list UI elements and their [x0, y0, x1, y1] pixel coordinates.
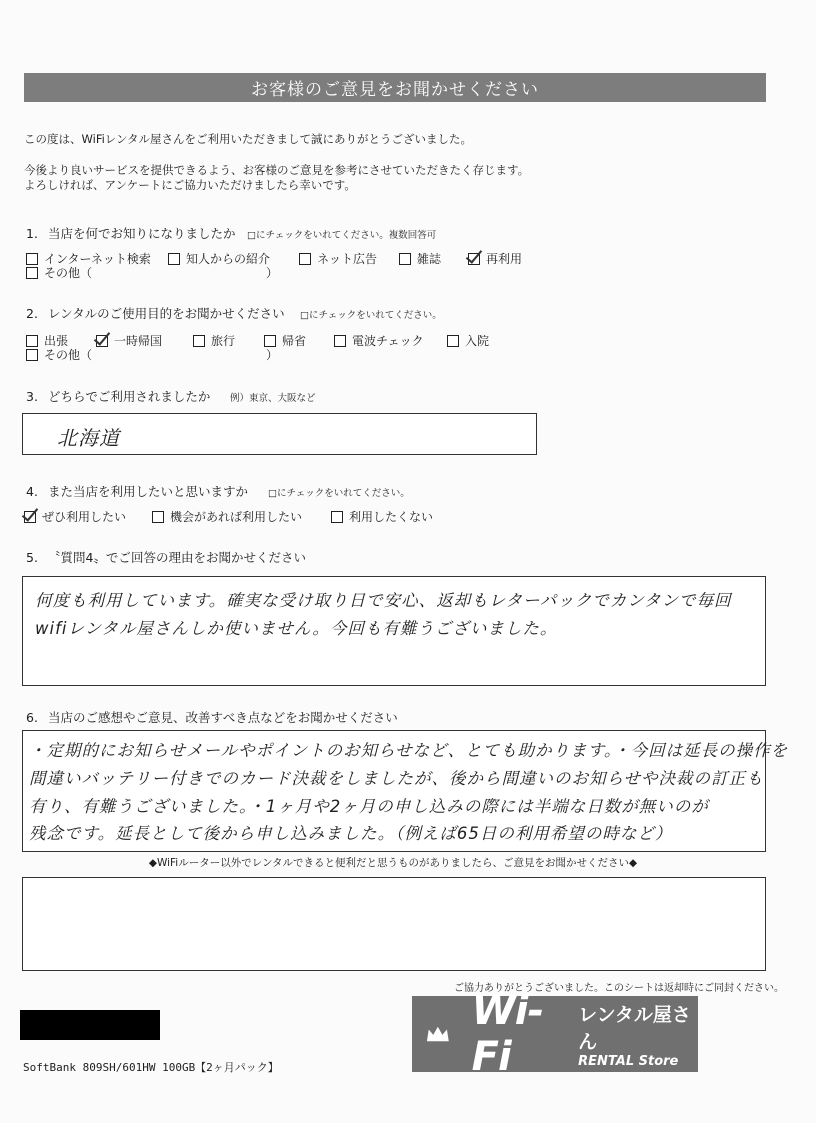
logo-wifi-text: Wi-Fi [471, 988, 544, 1080]
intro-line-2: 今後より良いサービスを提供できるよう、お客様のご意見を参考にさせていただきたく存じます。 [24, 163, 530, 177]
checkbox[interactable] [264, 335, 276, 347]
checkbox-checked[interactable] [96, 335, 108, 347]
question-text: 当店のご感想やご意見、改善すべき点などをお聞かせください [47, 710, 398, 725]
question-text: どちらでご利用されましたか [47, 389, 211, 404]
question-number: 6. [26, 710, 38, 725]
q6-answer-line: 有り、有難うございました。・1ヶ月や2ヶ月の申し込みの際には半端な日数が無いのが [29, 797, 709, 816]
checkbox[interactable] [26, 349, 38, 361]
question-number: 5. [26, 550, 38, 565]
q1-option-net-ad[interactable]: ネット広告 [299, 250, 377, 267]
question-number: 2. [26, 306, 38, 321]
q1-option-magazine[interactable]: 雑誌 [399, 250, 441, 267]
q6-answer-line: ・定期的にお知らせメールやポイントのお知らせなど、とても助かります。・今回は延長の操作を [29, 741, 789, 760]
q6-answer-box[interactable] [22, 730, 789, 852]
question-2-note: □にチェックをいれてください。 [300, 310, 442, 321]
question-number: 1. [26, 226, 38, 241]
q1-option-internet-search[interactable]: インターネット検索 [26, 250, 151, 267]
question-5 [26, 548, 306, 566]
company-logo [412, 988, 698, 1080]
q2-option-signal-check[interactable]: 電波チェック [334, 332, 424, 349]
intro-line-1: この度は、WiFiレンタル屋さんをご利用いただきまして誠にありがとうございました。 [24, 132, 473, 146]
q4-option-definitely[interactable]: ぜひ利用したい [24, 508, 126, 525]
q2-option-hospital[interactable]: 入院 [447, 332, 489, 349]
q6-answer-line: 間違いバッテリー付きでのカード決裁をしましたが、後から間違いのお知らせや決裁の訂正も [29, 769, 764, 788]
extra-answer-box[interactable] [22, 877, 766, 971]
question-text: また当店を利用したいと思いますか [47, 484, 248, 499]
q4-option-no[interactable]: 利用したくない [331, 508, 433, 525]
survey-title: お客様のご意見をお聞かせください [24, 73, 766, 102]
q1-option-reuse[interactable]: 再利用 [468, 250, 522, 267]
question-number: 3. [26, 389, 38, 404]
product-info: SoftBank 809SH/601HW 100GB【2ヶ月パック】 [23, 1061, 279, 1074]
q6-answer-line: 残念です。延長として後から申し込みました。（例えば65日の利用希望の時など） [29, 824, 673, 843]
intro-line-3: よろしければ、アンケートにご協力いただけましたら幸いです。 [24, 178, 356, 192]
redacted-block [20, 1010, 160, 1040]
checkbox[interactable] [193, 335, 205, 347]
q1-other-close-paren: ） [266, 266, 279, 280]
crown-icon [426, 1025, 450, 1043]
question-3 [26, 387, 210, 405]
q2-option-business-trip[interactable]: 出張 [26, 332, 68, 349]
checkbox[interactable] [331, 511, 343, 523]
question-2 [26, 304, 285, 322]
question-1-note: □にチェックをいれてください。複数回答可 [247, 230, 437, 241]
q3-answer: 北海道 [57, 426, 120, 450]
checkbox[interactable] [26, 267, 38, 279]
question-text: 〝質問4〟でご回答の理由をお聞かせください [47, 550, 306, 565]
q2-option-other[interactable]: その他（ [26, 346, 92, 363]
q2-option-travel[interactable]: 旅行 [193, 332, 235, 349]
question-text: 当店を何でお知りになりましたか [47, 226, 236, 241]
question-6 [26, 708, 398, 726]
q2-option-homecoming[interactable]: 帰省 [264, 332, 306, 349]
checkbox[interactable] [447, 335, 459, 347]
question-4-note: □にチェックをいれてください。 [268, 488, 410, 499]
checkbox-checked[interactable] [24, 511, 36, 523]
question-1 [26, 224, 236, 242]
checkbox[interactable] [26, 335, 38, 347]
logo-jp-text: レンタル屋さん [578, 1003, 691, 1053]
checkbox[interactable] [26, 253, 38, 265]
extra-prompt: ◆WiFiルーター以外でレンタルできると便利だと思うものがありましたら、ご意見をお聞かせください◆ [148, 857, 638, 869]
q5-answer-line: 何度も利用しています。確実な受け取り日で安心、返却もレターパックでカンタンで毎回 [35, 591, 732, 610]
question-text: レンタルのご使用目的をお聞かせください [47, 306, 285, 321]
checkbox-checked[interactable] [468, 253, 480, 265]
checkbox[interactable] [399, 253, 411, 265]
checkbox[interactable] [334, 335, 346, 347]
question-number: 4. [26, 484, 38, 499]
q2-other-close-paren: ） [266, 348, 279, 362]
q5-answer-box[interactable] [22, 576, 766, 686]
thanks-note: ご協力ありがとうございました。このシートは返却時にご同封ください。 [454, 983, 784, 994]
checkbox[interactable] [168, 253, 180, 265]
logo-en-text: RENTAL Store [578, 1053, 679, 1069]
checkbox[interactable] [152, 511, 164, 523]
checkbox[interactable] [299, 253, 311, 265]
q2-option-temporary-return[interactable]: 一時帰国 [96, 332, 162, 349]
question-3-note: 例）東京、大阪など [230, 393, 316, 404]
q1-option-other[interactable]: その他（ [26, 264, 92, 281]
q5-answer-line: wifiレンタル屋さんしか使いません。今回も有難うございました。 [35, 619, 558, 638]
question-4 [26, 482, 248, 500]
q1-option-referral[interactable]: 知人からの紹介 [168, 250, 270, 267]
q3-answer-box[interactable] [22, 413, 537, 455]
q4-option-if-chance[interactable]: 機会があれば利用したい [152, 508, 302, 525]
